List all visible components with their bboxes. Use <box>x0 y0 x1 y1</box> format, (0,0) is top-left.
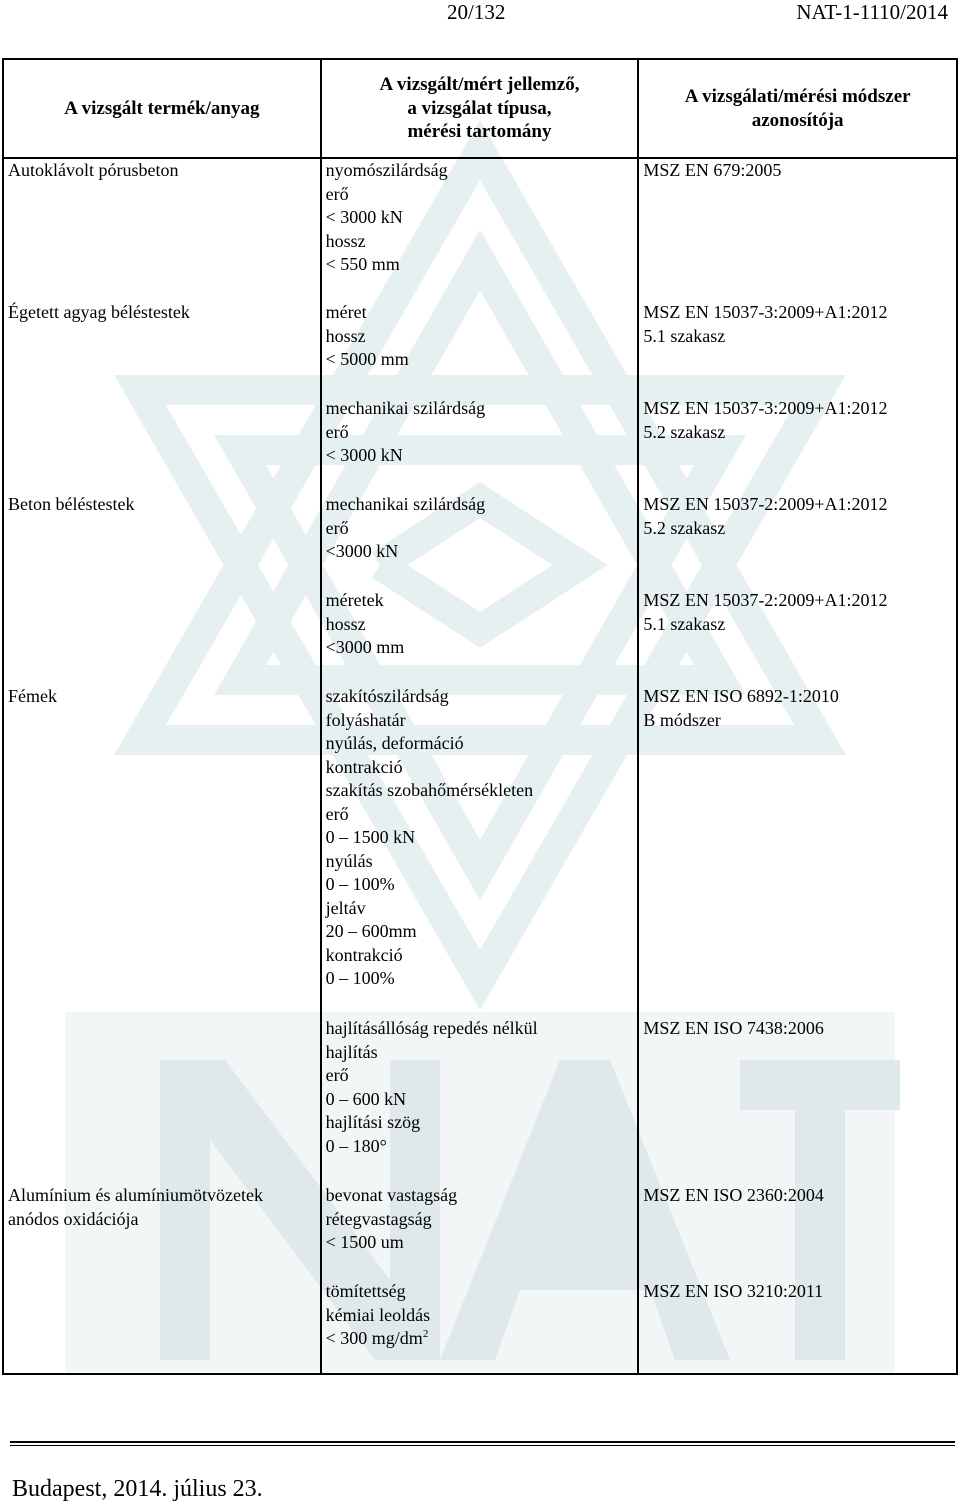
characteristic-cell: bevonat vastagság rétegvastagság < 1500 um <box>321 1184 639 1280</box>
table-row <box>3 1280 957 1374</box>
product-cell <box>3 1280 321 1374</box>
table-row <box>3 1017 957 1184</box>
document-id: NAT-1-1110/2014 <box>796 0 948 24</box>
characteristic-cell: mechanikai szilárdság erő < 3000 kN <box>321 397 639 493</box>
method-cell: MSZ EN 679:2005 <box>638 158 957 301</box>
product-cell: Beton béléstestek <box>3 493 321 589</box>
header-method: A vizsgálati/mérési módszer azonosítója <box>638 59 957 158</box>
characteristic-cell: hajlításállóság repedés nélkül hajlítás erő 0 – 600 kN hajlítási szög 0 – 180° <box>321 1017 639 1184</box>
table-row <box>3 493 957 589</box>
table-row <box>3 158 957 301</box>
footer-rule-thin <box>10 1445 955 1446</box>
header-product: A vizsgált termék/anyag <box>3 59 321 158</box>
method-cell: MSZ EN ISO 3210:2011 <box>638 1280 957 1374</box>
superscript: 2 <box>422 1328 429 1340</box>
product-cell: Égetett agyag béléstestek <box>3 301 321 397</box>
product-cell: Alumínium és alumíniumötvözetek anódos oxidációja <box>3 1184 321 1280</box>
product-cell <box>3 397 321 493</box>
product-cell: Autoklávolt pórusbeton <box>3 158 321 301</box>
page-number: 20/132 <box>447 0 506 24</box>
method-cell: MSZ EN 15037-3:2009+A1:2012 5.1 szakasz <box>638 301 957 397</box>
footer-rule <box>10 1441 955 1443</box>
footer-place-date: Budapest, 2014. július 23. <box>12 1476 263 1502</box>
characteristic-cell: méret hossz < 5000 mm <box>321 301 639 397</box>
method-cell: MSZ EN ISO 2360:2004 <box>638 1184 957 1280</box>
characteristic-text: tömítettség kémiai leoldás < 300 mg/dm <box>325 1281 431 1348</box>
characteristic-cell: méretek hossz <3000 mm <box>321 589 639 685</box>
table-row <box>3 301 957 397</box>
table-row <box>3 589 957 685</box>
product-cell: Fémek <box>3 685 321 1017</box>
accreditation-table <box>2 58 958 1375</box>
method-cell: MSZ EN ISO 6892-1:2010 B módszer <box>638 685 957 1017</box>
method-cell: MSZ EN 15037-3:2009+A1:2012 5.2 szakasz <box>638 397 957 493</box>
characteristic-cell: nyomószilárdság erő < 3000 kN hossz < 550 mm <box>321 158 639 301</box>
product-cell <box>3 589 321 685</box>
table-row <box>3 1184 957 1280</box>
header-characteristic: A vizsgált/mért jellemző, a vizsgálat típusa, mérési tartomány <box>321 59 639 158</box>
table-row <box>3 685 957 1017</box>
characteristic-cell: szakítószilárdság folyáshatár nyúlás, deformáció kontrakció szakítás szobahőmérsékleten erő 0 – 1500 kN nyúlás 0 – 100% jeltáv 20 – 600mm kontrakció 0 – 100% <box>321 685 639 1017</box>
characteristic-cell <box>321 1280 639 1374</box>
method-cell: MSZ EN 15037-2:2009+A1:2012 5.1 szakasz <box>638 589 957 685</box>
product-cell <box>3 1017 321 1184</box>
method-cell: MSZ EN ISO 7438:2006 <box>638 1017 957 1184</box>
method-cell: MSZ EN 15037-2:2009+A1:2012 5.2 szakasz <box>638 493 957 589</box>
characteristic-cell: mechanikai szilárdság erő <3000 kN <box>321 493 639 589</box>
table-row <box>3 397 957 493</box>
